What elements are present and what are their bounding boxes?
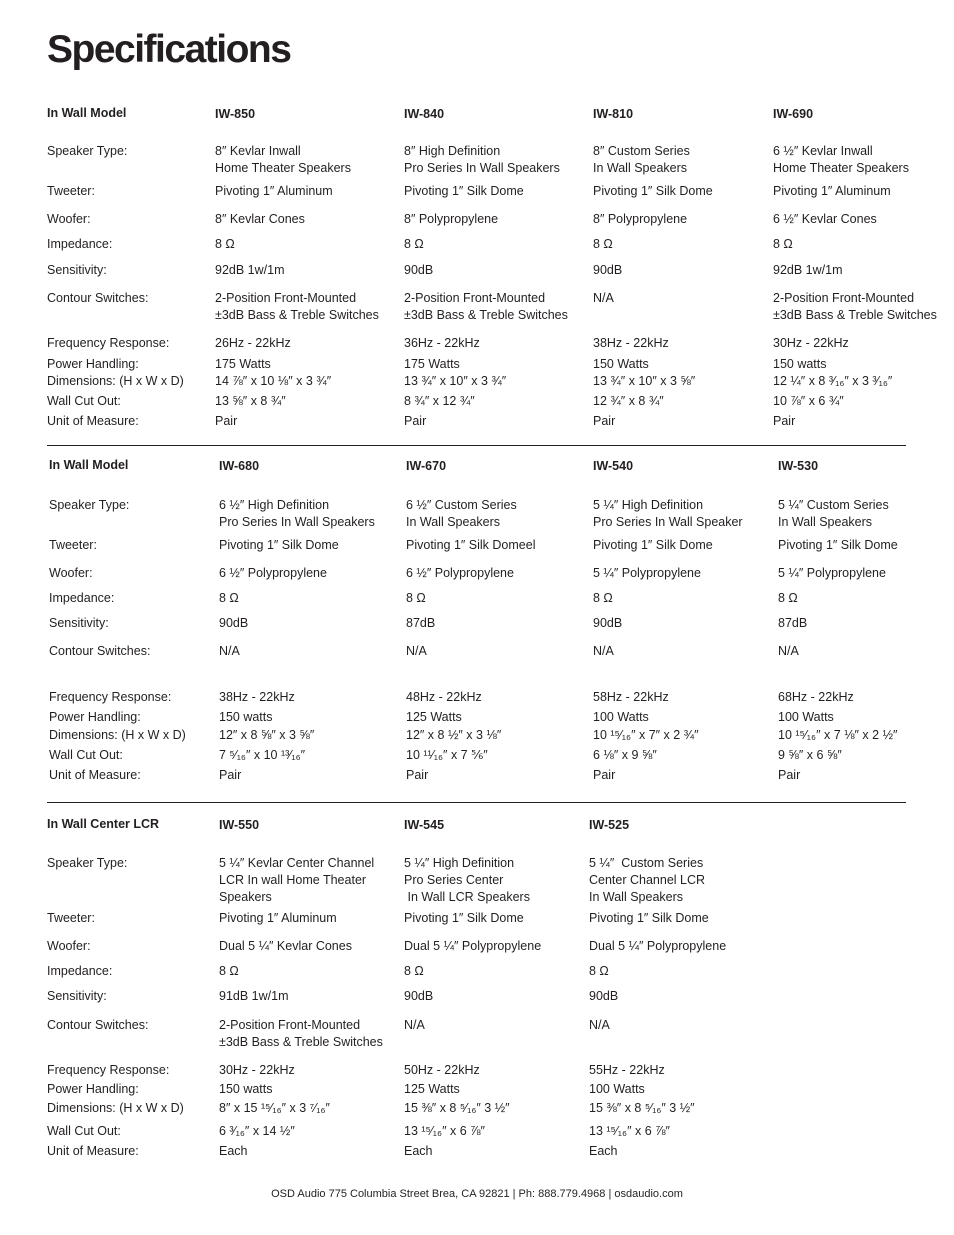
spec-value-freq: 50Hz - 22kHz [404, 1063, 480, 1077]
spec-value-sensitivity: 92dB 1w/1m [215, 263, 285, 277]
spec-value-cutout: 10 ⅞″ x 6 ¾″ [773, 394, 844, 408]
spec-value-impedance: 8 Ω [773, 237, 793, 251]
spec-label-power: Power Handling: [47, 357, 139, 371]
spec-value-unit: Pair [406, 768, 429, 782]
spec-label-speaker-type: Speaker Type: [47, 856, 128, 870]
spec-label-woofer: Woofer: [47, 939, 91, 953]
spec-label-sensitivity: Sensitivity: [47, 989, 107, 1003]
model-name: IW-545 [404, 818, 445, 832]
spec-value-sensitivity: 90dB [593, 616, 623, 630]
spec-label-tweeter: Tweeter: [49, 538, 97, 552]
spec-label-power: Power Handling: [49, 710, 141, 724]
section-divider [47, 802, 906, 803]
spec-value-tweeter: Pivoting 1″ Aluminum [773, 184, 891, 198]
spec-value-power: 100 Watts [589, 1082, 645, 1096]
spec-value-woofer: 5 ¼″ Polypropylene [593, 566, 701, 580]
spec-value-sensitivity: 92dB 1w/1m [773, 263, 843, 277]
spec-value-sensitivity: 90dB [589, 989, 619, 1003]
spec-value-dimensions: 12 ¼″ x 8 ³⁄₁₆″ x 3 ³⁄₁₆″ [773, 374, 893, 388]
spec-value-dimensions: 13 ¾″ x 10″ x 3 ⅝″ [593, 374, 696, 388]
spec-value-power: 100 Watts [593, 710, 649, 724]
spec-value-unit: Pair [215, 414, 238, 428]
spec-value-cutout: 6 ³⁄₁₆″ x 14 ½″ [219, 1124, 295, 1138]
spec-label-sensitivity: Sensitivity: [47, 263, 107, 277]
spec-label-tweeter: Tweeter: [47, 911, 95, 925]
spec-label-woofer: Woofer: [49, 566, 93, 580]
spec-value-freq: 55Hz - 22kHz [589, 1063, 665, 1077]
spec-value-woofer: 6 ½″ Kevlar Cones [773, 212, 877, 226]
spec-value-sensitivity: 87dB [406, 616, 436, 630]
spec-value-power: 100 Watts [778, 710, 834, 724]
spec-value-speaker-type: 5 ¼″ High Definition Pro Series In Wall Speaker [593, 498, 743, 529]
spec-label-speaker-type: Speaker Type: [47, 144, 128, 158]
spec-value-unit: Pair [404, 414, 427, 428]
spec-value-speaker-type: 5 ¼″ Custom Series Center Channel LCR In Wall Speakers [589, 856, 706, 904]
spec-value-tweeter: Pivoting 1″ Silk Dome [589, 911, 709, 925]
model-name: IW-550 [219, 818, 260, 832]
spec-value-unit: Pair [778, 768, 801, 782]
spec-value-contour: N/A [589, 1018, 610, 1032]
spec-value-freq: 26Hz - 22kHz [215, 336, 291, 350]
spec-value-woofer: 8″ Polypropylene [593, 212, 688, 226]
spec-value-woofer: 5 ¼″ Polypropylene [778, 566, 886, 580]
spec-value-freq: 58Hz - 22kHz [593, 690, 669, 704]
spec-value-woofer: 6 ½″ Polypropylene [219, 566, 327, 580]
spec-value-power: 175 Watts [215, 357, 271, 371]
spec-value-cutout: 13 ¹⁵⁄₁₆″ x 6 ⅞″ [404, 1124, 485, 1138]
spec-label-unit: Unit of Measure: [47, 1144, 139, 1158]
spec-label-power: Power Handling: [47, 1082, 139, 1096]
model-name: IW-525 [589, 818, 630, 832]
spec-value-contour: N/A [593, 644, 614, 658]
spec-value-tweeter: Pivoting 1″ Silk Domeel [406, 538, 536, 552]
spec-label-tweeter: Tweeter: [47, 184, 95, 198]
spec-value-dimensions: 12″ x 8 ½″ x 3 ⅛″ [406, 728, 502, 742]
spec-label-dimensions: Dimensions: (H x W x D) [47, 1101, 184, 1115]
spec-label-cutout: Wall Cut Out: [49, 748, 123, 762]
spec-label-cutout: Wall Cut Out: [47, 394, 121, 408]
spec-value-unit: Each [404, 1144, 433, 1158]
spec-value-contour: N/A [404, 1018, 425, 1032]
spec-value-power: 175 Watts [404, 357, 460, 371]
spec-value-speaker-type: 8″ Custom Series In Wall Speakers [593, 144, 690, 175]
spec-value-dimensions: 14 ⅞″ x 10 ⅛″ x 3 ¾″ [215, 374, 332, 388]
spec-value-speaker-type: 6 ½″ Kevlar Inwall Home Theater Speakers [773, 144, 909, 175]
spec-label-impedance: Impedance: [49, 591, 115, 605]
spec-value-freq: 38Hz - 22kHz [593, 336, 669, 350]
spec-value-tweeter: Pivoting 1″ Silk Dome [404, 184, 524, 198]
spec-value-unit: Pair [219, 768, 242, 782]
spec-value-unit: Each [589, 1144, 618, 1158]
spec-value-unit: Pair [593, 768, 616, 782]
spec-value-power: 150 watts [219, 710, 273, 724]
spec-value-impedance: 8 Ω [778, 591, 798, 605]
spec-label-woofer: Woofer: [47, 212, 91, 226]
spec-value-speaker-type: 8″ High Definition Pro Series In Wall Speakers [404, 144, 560, 175]
section-heading: In Wall Center LCR [47, 817, 160, 831]
spec-value-power: 125 Watts [404, 1082, 460, 1096]
spec-value-speaker-type: 5 ¼″ High Definition Pro Series Center In Wall LCR Speakers [404, 856, 530, 904]
spec-value-impedance: 8 Ω [404, 964, 424, 978]
spec-value-power: 150 Watts [593, 357, 649, 371]
spec-value-impedance: 8 Ω [215, 237, 235, 251]
spec-value-cutout: 13 ¹⁵⁄₁₆″ x 6 ⅞″ [589, 1124, 670, 1138]
spec-label-sensitivity: Sensitivity: [49, 616, 109, 630]
spec-value-freq: 48Hz - 22kHz [406, 690, 482, 704]
spec-value-dimensions: 10 ¹⁵⁄₁₆″ x 7″ x 2 ¾″ [593, 728, 699, 742]
spec-value-speaker-type: 6 ½″ Custom Series In Wall Speakers [406, 498, 517, 529]
spec-value-impedance: 8 Ω [593, 591, 613, 605]
spec-value-unit: Pair [773, 414, 796, 428]
spec-label-impedance: Impedance: [47, 237, 113, 251]
spec-value-freq: 36Hz - 22kHz [404, 336, 480, 350]
spec-label-speaker-type: Speaker Type: [49, 498, 130, 512]
model-name: IW-850 [215, 107, 256, 121]
spec-value-impedance: 8 Ω [589, 964, 609, 978]
spec-value-sensitivity: 91dB 1w/1m [219, 989, 289, 1003]
spec-value-woofer: Dual 5 ¼″ Polypropylene [404, 939, 542, 953]
spec-value-power: 150 watts [219, 1082, 273, 1096]
footer-contact: OSD Audio 775 Columbia Street Brea, CA 92821 | Ph: 888.779.4968 | osdaudio.com [271, 1188, 683, 1200]
spec-value-dimensions: 13 ¾″ x 10″ x 3 ¾″ [404, 374, 507, 388]
spec-value-tweeter: Pivoting 1″ Silk Dome [778, 538, 898, 552]
spec-value-contour: N/A [778, 644, 799, 658]
spec-value-tweeter: Pivoting 1″ Silk Dome [219, 538, 339, 552]
spec-value-contour: 2-Position Front-Mounted ±3dB Bass & Treble Switches [404, 291, 568, 322]
spec-value-cutout: 6 ⅛″ x 9 ⅝″ [593, 748, 657, 762]
model-name: IW-540 [593, 459, 634, 473]
spec-value-speaker-type: 8″ Kevlar Inwall Home Theater Speakers [215, 144, 351, 175]
spec-value-unit: Pair [593, 414, 616, 428]
spec-value-contour: N/A [406, 644, 427, 658]
model-name: IW-670 [406, 459, 447, 473]
spec-value-woofer: Dual 5 ¼″ Kevlar Cones [219, 939, 352, 953]
spec-value-freq: 68Hz - 22kHz [778, 690, 854, 704]
spec-value-tweeter: Pivoting 1″ Aluminum [219, 911, 337, 925]
spec-value-freq: 38Hz - 22kHz [219, 690, 295, 704]
spec-value-speaker-type: 5 ¼″ Custom Series In Wall Speakers [778, 498, 889, 529]
spec-value-freq: 30Hz - 22kHz [219, 1063, 295, 1077]
spec-label-freq: Frequency Response: [47, 1063, 170, 1077]
spec-value-cutout: 8 ¾″ x 12 ¾″ [404, 394, 475, 408]
spec-label-unit: Unit of Measure: [49, 768, 141, 782]
spec-value-impedance: 8 Ω [593, 237, 613, 251]
spec-value-woofer: Dual 5 ¼″ Polypropylene [589, 939, 727, 953]
spec-label-unit: Unit of Measure: [47, 414, 139, 428]
spec-value-speaker-type: 6 ½″ High Definition Pro Series In Wall Speakers [219, 498, 375, 529]
spec-value-power: 125 Watts [406, 710, 462, 724]
section-heading: In Wall Model [49, 458, 129, 472]
spec-value-contour: N/A [219, 644, 240, 658]
model-name: IW-530 [778, 459, 819, 473]
spec-value-unit: Each [219, 1144, 248, 1158]
spec-value-impedance: 8 Ω [219, 591, 239, 605]
spec-value-tweeter: Pivoting 1″ Aluminum [215, 184, 333, 198]
spec-value-freq: 30Hz - 22kHz [773, 336, 849, 350]
spec-value-dimensions: 8″ x 15 ¹⁵⁄₁₆″ x 3 ⁷⁄₁₆″ [219, 1101, 330, 1115]
spec-value-woofer: 6 ½″ Polypropylene [406, 566, 514, 580]
spec-value-contour: 2-Position Front-Mounted ±3dB Bass & Treble Switches [219, 1018, 383, 1049]
spec-value-impedance: 8 Ω [219, 964, 239, 978]
spec-label-freq: Frequency Response: [47, 336, 170, 350]
spec-label-contour: Contour Switches: [47, 1018, 149, 1032]
page-title: Specifications [47, 28, 291, 71]
spec-value-woofer: 8″ Polypropylene [404, 212, 499, 226]
spec-value-sensitivity: 90dB [404, 263, 434, 277]
spec-label-dimensions: Dimensions: (H x W x D) [49, 728, 186, 742]
spec-value-dimensions: 15 ⅜″ x 8 ⁵⁄₁₆″ 3 ½″ [404, 1101, 510, 1115]
spec-value-dimensions: 12″ x 8 ⅝″ x 3 ⅝″ [219, 728, 315, 742]
model-name: IW-840 [404, 107, 445, 121]
spec-label-dimensions: Dimensions: (H x W x D) [47, 374, 184, 388]
spec-value-cutout: 7 ⁵⁄₁₆″ x 10 ¹³⁄₁₆″ [219, 748, 306, 762]
spec-value-cutout: 13 ⅝″ x 8 ¾″ [215, 394, 286, 408]
spec-value-cutout: 9 ⅝″ x 6 ⅝″ [778, 748, 842, 762]
spec-value-cutout: 12 ¾″ x 8 ¾″ [593, 394, 664, 408]
spec-value-sensitivity: 90dB [593, 263, 623, 277]
spec-value-dimensions: 10 ¹⁵⁄₁₆″ x 7 ⅛″ x 2 ½″ [778, 728, 898, 742]
spec-label-contour: Contour Switches: [49, 644, 151, 658]
spec-value-cutout: 10 ¹¹⁄₁₆″ x 7 ⅚″ [406, 748, 488, 762]
model-name: IW-810 [593, 107, 634, 121]
model-name: IW-690 [773, 107, 814, 121]
spec-value-impedance: 8 Ω [406, 591, 426, 605]
spec-value-sensitivity: 87dB [778, 616, 808, 630]
spec-value-contour: 2-Position Front-Mounted ±3dB Bass & Treble Switches [215, 291, 379, 322]
spec-value-dimensions: 15 ⅜″ x 8 ⁵⁄₁₆″ 3 ½″ [589, 1101, 695, 1115]
spec-value-contour: N/A [593, 291, 614, 305]
spec-value-sensitivity: 90dB [404, 989, 434, 1003]
spec-value-power: 150 watts [773, 357, 827, 371]
spec-label-impedance: Impedance: [47, 964, 113, 978]
spec-value-woofer: 8″ Kevlar Cones [215, 212, 305, 226]
spec-label-contour: Contour Switches: [47, 291, 149, 305]
section-heading: In Wall Model [47, 106, 127, 120]
spec-value-speaker-type: 5 ¼″ Kevlar Center Channel LCR In wall Home Theater Speakers [219, 856, 375, 904]
spec-value-tweeter: Pivoting 1″ Silk Dome [593, 538, 713, 552]
spec-value-tweeter: Pivoting 1″ Silk Dome [404, 911, 524, 925]
spec-value-impedance: 8 Ω [404, 237, 424, 251]
spec-label-freq: Frequency Response: [49, 690, 172, 704]
spec-value-sensitivity: 90dB [219, 616, 249, 630]
section-divider [47, 445, 906, 446]
spec-label-cutout: Wall Cut Out: [47, 1124, 121, 1138]
spec-value-tweeter: Pivoting 1″ Silk Dome [593, 184, 713, 198]
model-name: IW-680 [219, 459, 260, 473]
spec-value-contour: 2-Position Front-Mounted ±3dB Bass & Treble Switches [773, 291, 937, 322]
